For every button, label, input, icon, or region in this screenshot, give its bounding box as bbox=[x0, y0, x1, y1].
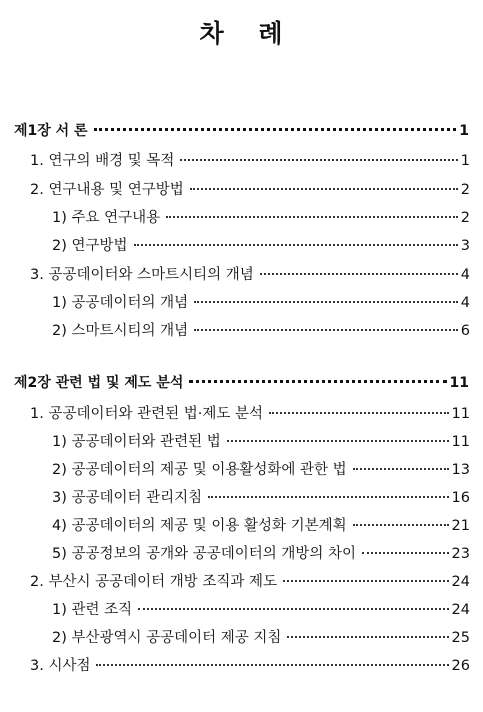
dot-leader bbox=[283, 580, 449, 582]
toc-entry-label: 1. 공공데이터와 관련된 법·제도 분석 bbox=[30, 406, 263, 422]
dot-leader bbox=[194, 301, 458, 303]
toc-entry-subsection-1-3-1[interactable] bbox=[52, 292, 470, 314]
toc-entry-label: 제2장 관련 법 및 제도 분석 bbox=[14, 375, 184, 391]
toc-entry-section-2-3[interactable] bbox=[30, 655, 470, 677]
toc-entry-subsection-1-2-1[interactable] bbox=[52, 207, 470, 229]
dot-leader bbox=[96, 664, 448, 666]
toc-entry-subsection-1-2-2[interactable] bbox=[52, 235, 470, 257]
toc-entry-page: 24 bbox=[451, 602, 470, 618]
toc-entry-section-1-2[interactable] bbox=[30, 179, 470, 201]
dot-leader bbox=[180, 159, 457, 161]
toc-entry-label: 3. 공공데이터와 스마트시티의 개념 bbox=[30, 267, 254, 283]
toc-entry-page: 26 bbox=[451, 658, 470, 674]
toc-entry-label: 1) 공공데이터와 관련된 법 bbox=[52, 434, 221, 450]
toc-entry-label: 1) 공공데이터의 개념 bbox=[52, 295, 189, 311]
toc-entry-label: 2) 연구방법 bbox=[52, 238, 128, 254]
toc-entry-page: 13 bbox=[451, 462, 470, 478]
dot-leader bbox=[260, 273, 458, 275]
dot-leader bbox=[190, 188, 458, 190]
toc-entry-label: 1) 주요 연구내용 bbox=[52, 210, 161, 226]
toc-entry-label: 제1장 서 론 bbox=[14, 123, 88, 139]
toc-entry-page: 2 bbox=[460, 182, 470, 198]
toc-entry-chapter-1[interactable] bbox=[14, 120, 469, 142]
dot-leader bbox=[227, 440, 449, 442]
toc-title: 차 례 bbox=[199, 19, 284, 48]
toc-entry-page: 6 bbox=[460, 323, 470, 339]
toc-entry-subsection-2-1-5[interactable] bbox=[52, 543, 470, 565]
dot-leader bbox=[138, 608, 448, 610]
toc-entry-label: 4) 공공데이터의 제공 및 이용 활성화 기본계획 bbox=[52, 518, 347, 534]
dot-leader bbox=[353, 524, 449, 526]
toc-entry-label: 2. 연구내용 및 연구방법 bbox=[30, 182, 184, 198]
toc-entry-page: 2 bbox=[460, 210, 470, 226]
toc-entry-label: 2) 스마트시티의 개념 bbox=[52, 323, 189, 339]
toc-entry-page: 4 bbox=[460, 267, 470, 283]
toc-entry-page: 4 bbox=[460, 295, 470, 311]
toc-entry-subsection-2-2-2[interactable] bbox=[52, 627, 470, 649]
toc-entry-page: 24 bbox=[451, 574, 470, 590]
toc-entry-page: 23 bbox=[451, 546, 470, 562]
toc-entry-section-2-1[interactable] bbox=[30, 403, 470, 425]
toc-entry-page: 25 bbox=[451, 630, 470, 646]
toc-entry-subsection-2-1-4[interactable] bbox=[52, 515, 470, 537]
dot-leader bbox=[166, 216, 458, 218]
toc-entry-page: 1 bbox=[459, 123, 469, 139]
toc-entry-section-1-1[interactable] bbox=[30, 150, 470, 172]
toc-entry-subsection-1-3-2[interactable] bbox=[52, 320, 470, 342]
toc-entry-subsection-2-2-1[interactable] bbox=[52, 599, 470, 621]
toc-entry-label: 3) 공공데이터 관리지침 bbox=[52, 490, 203, 506]
toc-entry-label: 2. 부산시 공공데이터 개방 조직과 제도 bbox=[30, 574, 277, 590]
toc-entry-page: 3 bbox=[460, 238, 470, 254]
toc-entry-subsection-2-1-3[interactable] bbox=[52, 487, 470, 509]
toc-entry-label: 5) 공공정보의 공개와 공공데이터의 개방의 차이 bbox=[52, 546, 357, 562]
dot-leader bbox=[287, 636, 448, 638]
toc-entry-label: 3. 시사점 bbox=[30, 658, 91, 674]
toc-entry-section-2-2[interactable] bbox=[30, 571, 470, 593]
dot-leader bbox=[189, 380, 446, 383]
toc-entry-chapter-2[interactable] bbox=[14, 372, 469, 394]
dot-leader bbox=[269, 412, 449, 414]
toc-entry-page: 11 bbox=[451, 434, 470, 450]
dot-leader bbox=[194, 329, 458, 331]
dot-leader bbox=[208, 496, 448, 498]
dot-leader bbox=[362, 552, 448, 554]
toc-entry-label: 1) 관련 조직 bbox=[52, 602, 133, 618]
toc-entry-label: 2) 공공데이터의 제공 및 이용활성화에 관한 법 bbox=[52, 462, 347, 478]
toc-entry-page: 11 bbox=[451, 406, 470, 422]
toc-entry-page: 16 bbox=[451, 490, 470, 506]
dot-leader bbox=[94, 128, 457, 131]
toc-entry-label: 1. 연구의 배경 및 목적 bbox=[30, 153, 175, 169]
toc-entry-label: 2) 부산광역시 공공데이터 제공 지침 bbox=[52, 630, 282, 646]
dot-leader bbox=[134, 244, 458, 246]
toc-entry-subsection-2-1-2[interactable] bbox=[52, 459, 470, 481]
toc-entry-page: 21 bbox=[451, 518, 470, 534]
toc-entry-subsection-2-1-1[interactable] bbox=[52, 431, 470, 453]
toc-entry-section-1-3[interactable] bbox=[30, 264, 470, 286]
dot-leader bbox=[353, 468, 449, 470]
toc-entry-page: 1 bbox=[460, 153, 470, 169]
toc-entry-page: 11 bbox=[449, 375, 469, 391]
